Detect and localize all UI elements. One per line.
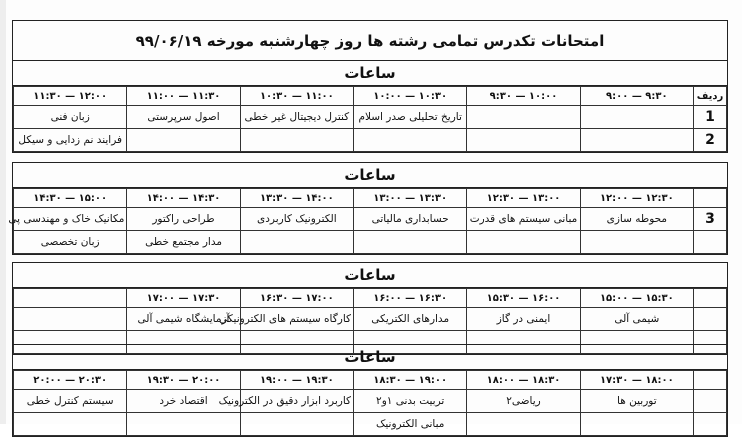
exam-cell: [240, 413, 353, 436]
row-number: [694, 231, 727, 254]
exam-cell: شیمی آلی: [580, 308, 693, 331]
time-slot: ۱۰:۰۰ — ۱۰:۳۰: [354, 87, 467, 106]
exam-cell: [127, 413, 240, 436]
section-header: ساعات: [13, 61, 727, 86]
time-slot: [14, 289, 127, 308]
time-slot: ۱۶:۰۰ — ۱۶:۳۰: [354, 289, 467, 308]
exam-cell: [467, 106, 580, 129]
exam-cell: کارگاه سیستم های الکترونیکی: [240, 308, 353, 331]
row-label-header: [694, 289, 727, 308]
time-row: [14, 189, 727, 208]
table-row: [14, 231, 727, 254]
exam-cell: [354, 129, 467, 152]
time-slot: ۹:۳۰ — ۱۰:۰۰: [467, 87, 580, 106]
row-number: [694, 390, 727, 413]
time-slot: ۱۵:۳۰ — ۱۶:۰۰: [467, 289, 580, 308]
exam-cell: تربیت بدنی ۱و۲: [354, 390, 467, 413]
exam-cell: [580, 413, 693, 436]
time-slot: ۱۷:۰۰ — ۱۷:۳۰: [127, 289, 240, 308]
exam-cell: [467, 413, 580, 436]
time-slot: ۲۰:۰۰ — ۲۰:۳۰: [14, 371, 127, 390]
exam-cell: آزمایشگاه شیمی آلی: [127, 308, 240, 331]
exam-cell: ریاضی۲: [467, 390, 580, 413]
time-slot: ۱۳:۰۰ — ۱۳:۳۰: [354, 189, 467, 208]
exam-cell: [354, 231, 467, 254]
exam-cell: [580, 231, 693, 254]
section-header: ساعات: [13, 345, 727, 370]
exam-cell: [14, 308, 127, 331]
table-row: [14, 308, 727, 331]
exam-cell: [467, 231, 580, 254]
time-slot: ۱۲:۳۰ — ۱۳:۰۰: [467, 189, 580, 208]
exam-cell: سیستم کنترل خطی: [14, 390, 127, 413]
section-header: ساعات: [13, 163, 727, 188]
exam-table: [13, 370, 727, 436]
time-slot: ۱۴:۳۰ — ۱۵:۰۰: [14, 189, 127, 208]
exam-cell: اصول سرپرستی: [127, 106, 240, 129]
exam-cell: طراحی راکتور: [127, 208, 240, 231]
table-row: [14, 129, 727, 152]
exam-table: [8, 188, 727, 254]
row-label-header: [694, 189, 727, 208]
exam-cell: تاریخ تحلیلی صدر اسلام: [354, 106, 467, 129]
exam-cell: [240, 231, 353, 254]
time-row: [14, 87, 727, 106]
row-number: 3: [694, 208, 727, 231]
exam-cell: محوطه سازی: [580, 208, 693, 231]
exam-cell: [240, 129, 353, 152]
time-slot: ۱۱:۳۰ — ۱۲:۰۰: [14, 87, 127, 106]
exam-table: [13, 86, 727, 152]
row-number: 2: [694, 129, 727, 152]
time-slot: ۱۲:۰۰ — ۱۲:۳۰: [580, 189, 693, 208]
time-slot: ۱۹:۰۰ — ۱۹:۳۰: [240, 371, 353, 390]
exam-cell: زبان فنی: [14, 106, 127, 129]
time-slot: ۱۹:۳۰ — ۲۰:۰۰: [127, 371, 240, 390]
time-slot: ۱۵:۰۰ — ۱۵:۳۰: [580, 289, 693, 308]
row-number: 1: [694, 106, 727, 129]
section-header: ساعات: [13, 263, 727, 288]
exam-cell: مدارهای الکتریکی: [354, 308, 467, 331]
time-slot: ۱۷:۳۰ — ۱۸:۰۰: [580, 371, 693, 390]
row-label-header: [694, 371, 727, 390]
row-label-header: ردیف: [694, 87, 727, 106]
time-slot: ۱۴:۰۰ — ۱۴:۳۰: [127, 189, 240, 208]
time-slot: ۱۸:۰۰ — ۱۸:۳۰: [467, 371, 580, 390]
exam-cell: [580, 106, 693, 129]
page-title: امتحانات تکدرس تمامی رشته ها روز چهارشنبه مورخه ۹۹/۰۶/۱۹: [12, 20, 728, 60]
exam-cell: کنترل دیجیتال غیر خطی: [240, 106, 353, 129]
time-slot: ۱۶:۳۰ — ۱۷:۰۰: [240, 289, 353, 308]
time-slot: ۱۱:۰۰ — ۱۱:۳۰: [127, 87, 240, 106]
time-slot: ۱۸:۳۰ — ۱۹:۰۰: [354, 371, 467, 390]
exam-cell: الکترونیک کاربردی: [240, 208, 353, 231]
time-block-evening: [12, 344, 728, 437]
time-row: [14, 371, 727, 390]
time-row: [14, 289, 727, 308]
table-row: [14, 390, 727, 413]
exam-cell: مکانیک خاک و مهندسی پی: [14, 208, 127, 231]
exam-schedule-page: [6, 0, 742, 430]
exam-cell: ایمنی در گاز: [467, 308, 580, 331]
exam-cell: توربین ها: [580, 390, 693, 413]
table-row: [14, 106, 727, 129]
exam-cell: کاربرد ابزار دقیق در الکترونیک: [240, 390, 353, 413]
row-number: [694, 308, 727, 331]
time-slot: ۱۰:۳۰ — ۱۱:۰۰: [240, 87, 353, 106]
time-block-morning: [12, 60, 728, 153]
time-block-afternoon: [12, 262, 728, 355]
table-row: [14, 208, 727, 231]
exam-cell: اقتصاد خرد: [127, 390, 240, 413]
time-block-noon: [8, 162, 728, 255]
exam-cell: فرایند نم زدایی و سیکل: [14, 129, 127, 152]
exam-cell: [580, 129, 693, 152]
exam-cell: حسابداری مالیاتی: [354, 208, 467, 231]
table-row: [14, 413, 727, 436]
exam-cell: زبان تخصصی: [14, 231, 127, 254]
exam-cell: [127, 129, 240, 152]
exam-cell: مبانی الکترونیک: [354, 413, 467, 436]
exam-cell: مبانی سیستم های قدرت: [467, 208, 580, 231]
time-slot: ۹:۰۰ — ۹:۳۰: [580, 87, 693, 106]
time-slot: ۱۳:۳۰ — ۱۴:۰۰: [240, 189, 353, 208]
exam-cell: مدار مجتمع خطی: [127, 231, 240, 254]
exam-cell: [467, 129, 580, 152]
exam-cell: [14, 413, 127, 436]
row-number: [694, 413, 727, 436]
